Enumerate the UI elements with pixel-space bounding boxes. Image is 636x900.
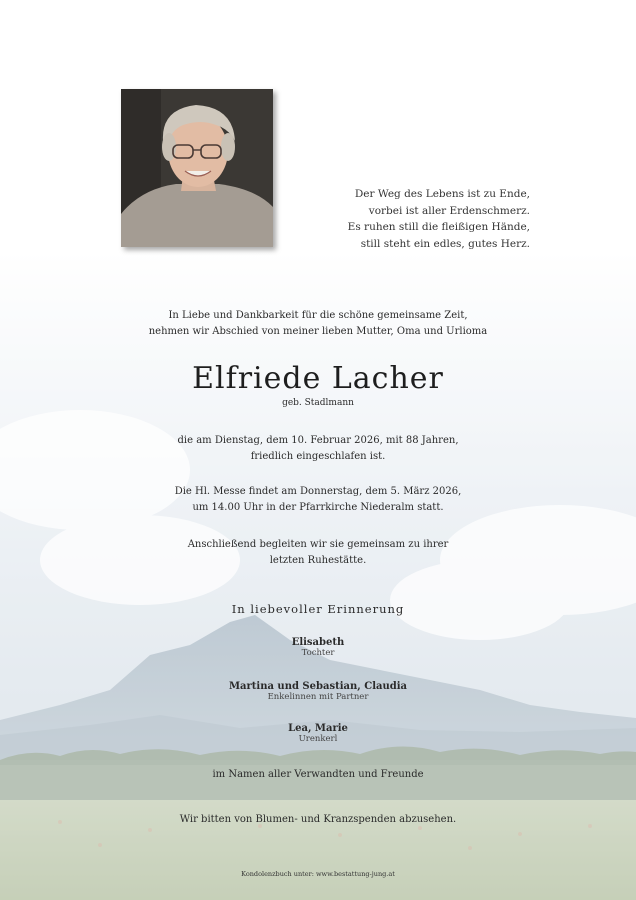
burial-line: Anschließend begleiten wir sie gemeinsam zu ihrer xyxy=(187,539,449,550)
family-relation: Urenkerl xyxy=(298,734,338,744)
relatives-line: im Namen aller Verwandten und Freunde xyxy=(212,769,424,780)
burial-text xyxy=(0,537,636,569)
family-relation: Enkelinnen mit Partner xyxy=(267,692,369,702)
poem-line: Der Weg des Lebens ist zu Ende, xyxy=(354,188,530,200)
mass-line: Die Hl. Messe findet am Donnerstag, dem 5. März 2026, xyxy=(174,486,462,497)
condolence-link[interactable]: Kondolenzbuch unter: www.bestattung-jung.at xyxy=(241,870,395,878)
mass-line: um 14.00 Uhr in der Pfarrkirche Niederalm statt. xyxy=(192,502,444,513)
intro-line: nehmen wir Abschied von meiner lieben Mutter, Oma und Urlioma xyxy=(148,326,488,337)
family-entry xyxy=(0,637,636,658)
passing-line: die am Dienstag, dem 10. Februar 2026, mit 88 Jahren, xyxy=(177,435,459,446)
poem xyxy=(300,186,530,252)
poem-line: vorbei ist aller Erdenschmerz. xyxy=(368,204,530,217)
intro-text xyxy=(0,308,636,340)
flowers-request: Wir bitten von Blumen- und Kranzspenden abzusehen. xyxy=(179,814,457,825)
passing-text xyxy=(0,433,636,465)
passing-line: friedlich eingeschlafen ist. xyxy=(250,451,386,462)
family-names: Martina und Sebastian, Claudia xyxy=(228,681,408,692)
family-entry xyxy=(0,681,636,702)
family-names: Elisabeth xyxy=(291,637,345,648)
family-entry xyxy=(0,723,636,744)
memory-heading: In liebevoller Erinnerung xyxy=(231,602,405,616)
portrait-photo xyxy=(121,89,273,247)
deceased-name: Elfriede Lacher xyxy=(192,361,444,396)
mass-text xyxy=(0,484,636,516)
intro-line: In Liebe und Dankbarkeit für die schöne gemeinsame Zeit, xyxy=(168,310,468,321)
poem-line: Es ruhen still die fleißigen Hände, xyxy=(347,221,530,233)
family-names: Lea, Marie xyxy=(288,723,348,734)
poem-line: still steht ein edles, gutes Herz. xyxy=(360,237,530,250)
family-relation: Tochter xyxy=(301,648,335,658)
birth-name: geb. Stadlmann xyxy=(282,398,354,408)
burial-line: letzten Ruhestätte. xyxy=(269,555,367,566)
